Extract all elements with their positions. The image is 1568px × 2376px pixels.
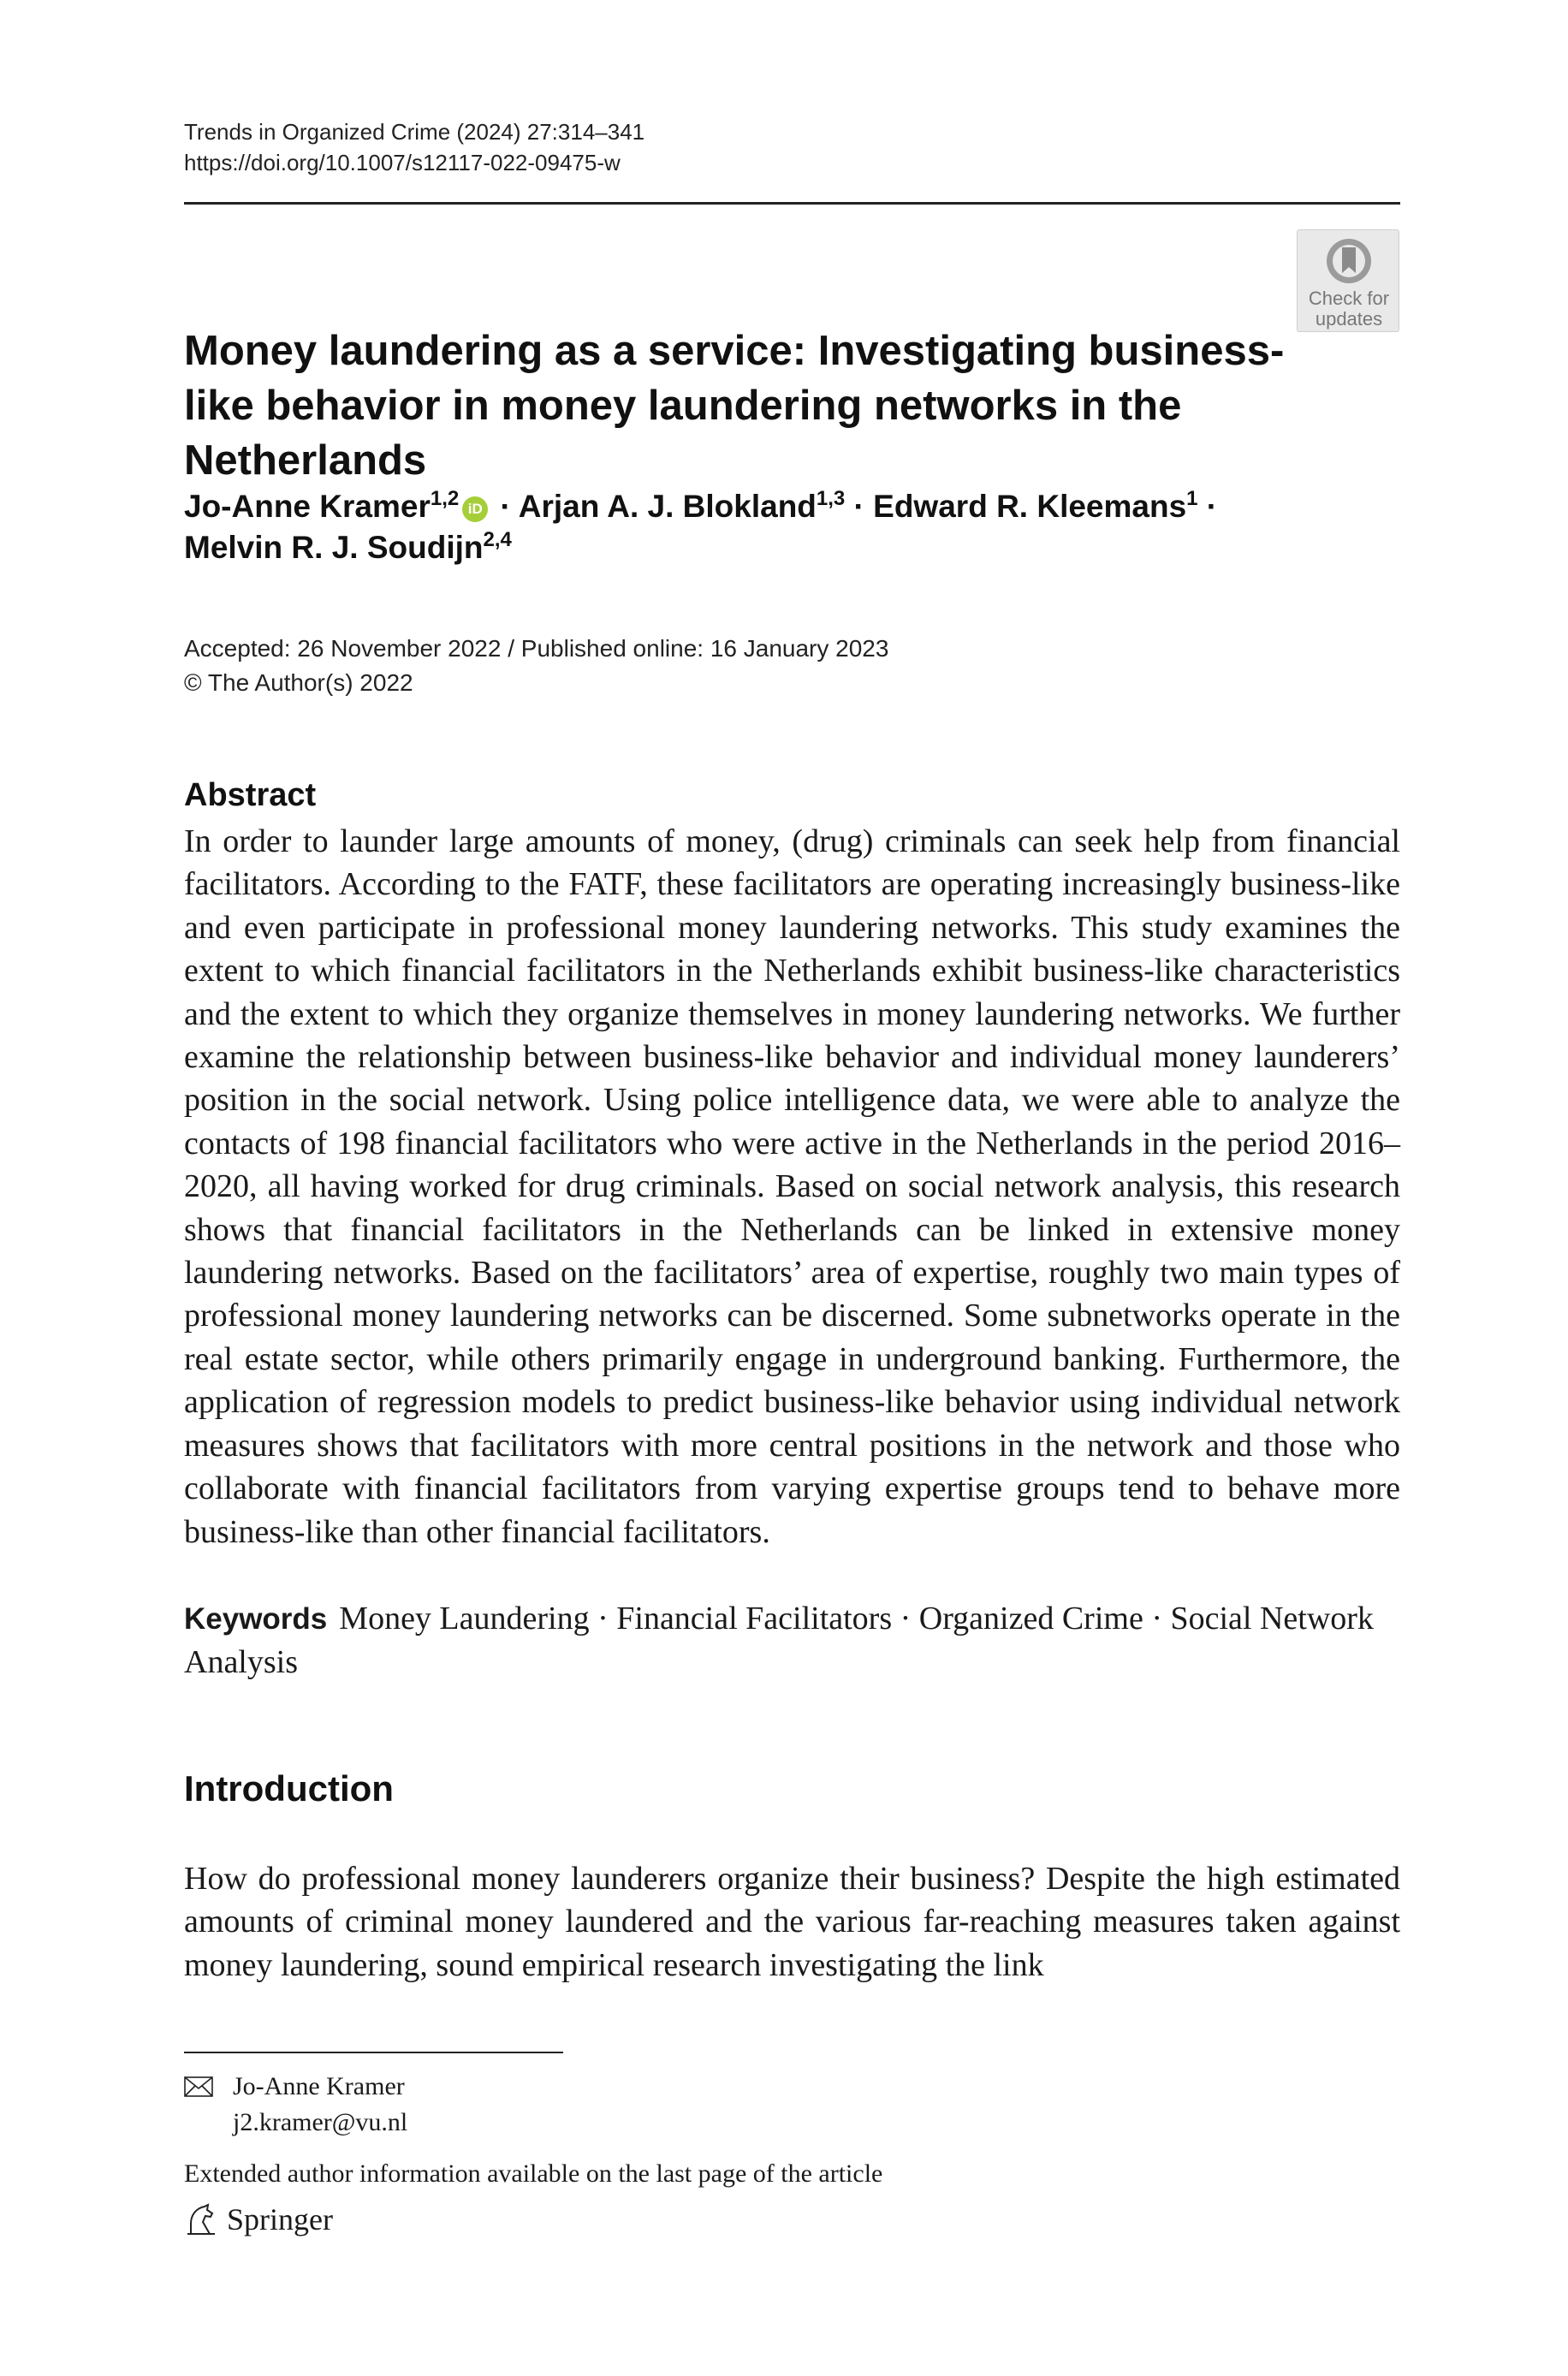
author-list [184, 486, 1399, 568]
corresponding-author-name: Jo-Anne Kramer [233, 2072, 405, 2100]
author-name: Arjan A. J. Blokland [518, 489, 817, 524]
check-for-updates-badge[interactable] [1297, 229, 1399, 332]
abstract-text: In order to launder large amounts of money, (drug) criminals can seek help from financial facilitators. According to the FATF, these facilitators are operating increasingly business-like and even participate in professional money laundering networks. This study examines the extent to which financial facilitators in the Netherlands exhibit business-like characteristics and the extent to which they organize themselves in money laundering networks. We further examine the relationship between business-like behavior and individual money launderers’ position in the social network. Using police intelligence data, we were able to analyze the contacts of 198 financial facilitators who were active in the Netherlands in the period 2016–2020, all having worked for drug criminals. Based on social network analysis, this research shows that financial facilitators in the Netherlands can be linked in extensive money laundering networks. Based on the facilitators’ area of expertise, roughly two main types of professional money laundering networks can be discerned. Some subnetworks operate in the real estate sector, while others primarily engage in underground banking. Furthermore, the application of regression models to predict business-like behavior using individual network measures shows that facilitators with more central positions in the network and those who collaborate with financial facilitators from varying expertise groups tend to behave more business-like than other financial facilitators. [184, 823, 1400, 1550]
extended-author-info: Extended author information available on the last page of the article [184, 2159, 883, 2188]
corresponding-author-email[interactable]: j2.kramer@vu.nl [233, 2108, 408, 2136]
crossmark-label-line2: updates [1315, 308, 1383, 330]
author-name: Jo-Anne Kramer [184, 489, 431, 524]
publisher-name: Springer [227, 2202, 333, 2236]
keywords-text: Money Laundering · Financial Facilitators · Organized Crime · Social Network Analysis [184, 1601, 1374, 1680]
author-separator: · [491, 489, 519, 524]
author-separator: · [845, 489, 874, 524]
keywords-label: Keywords [184, 1602, 328, 1636]
abstract-heading: Abstract [184, 777, 317, 813]
doi-link[interactable]: https://doi.org/10.1007/s12117-022-09475-w [184, 150, 621, 175]
author-affiliation: 1 [1186, 487, 1198, 510]
author-name: Melvin R. J. Soudijn [184, 530, 484, 565]
author-name: Edward R. Kleemans [873, 489, 1187, 524]
publication-dates [184, 632, 888, 700]
introduction-heading: Introduction [184, 1768, 394, 1809]
keywords [184, 1597, 1400, 1684]
footnote-rule [184, 2052, 563, 2053]
author-affiliation: 1,2 [430, 487, 460, 510]
accepted-published-dates: Accepted: 26 November 2022 / Published online: 16 January 2023 [184, 635, 889, 662]
header-rule [184, 202, 1400, 205]
author-affiliation: 2,4 [483, 528, 512, 551]
author-separator: · [1197, 489, 1218, 524]
crossmark-label-line1: Check for [1308, 288, 1390, 309]
introduction-text: How do professional money launderers organize their business? Despite the high estimated amounts of criminal money laundered and the various far-reaching measures taken against money laundering, sound empirical research investigating the link [184, 1861, 1400, 1983]
orcid-icon[interactable]: iD [462, 496, 488, 522]
copyright-line: © The Author(s) 2022 [184, 669, 413, 696]
springer-horse-icon [184, 2203, 218, 2237]
journal-citation: Trends in Organized Crime (2024) 27:314–341 [184, 119, 645, 145]
crossmark-icon [1325, 237, 1373, 285]
envelope-icon [184, 2076, 213, 2097]
author-affiliation: 1,3 [816, 487, 846, 510]
article-title: Money laundering as a service: Investigating business-like behavior in money laundering networks in the Netherlands [184, 328, 1285, 484]
